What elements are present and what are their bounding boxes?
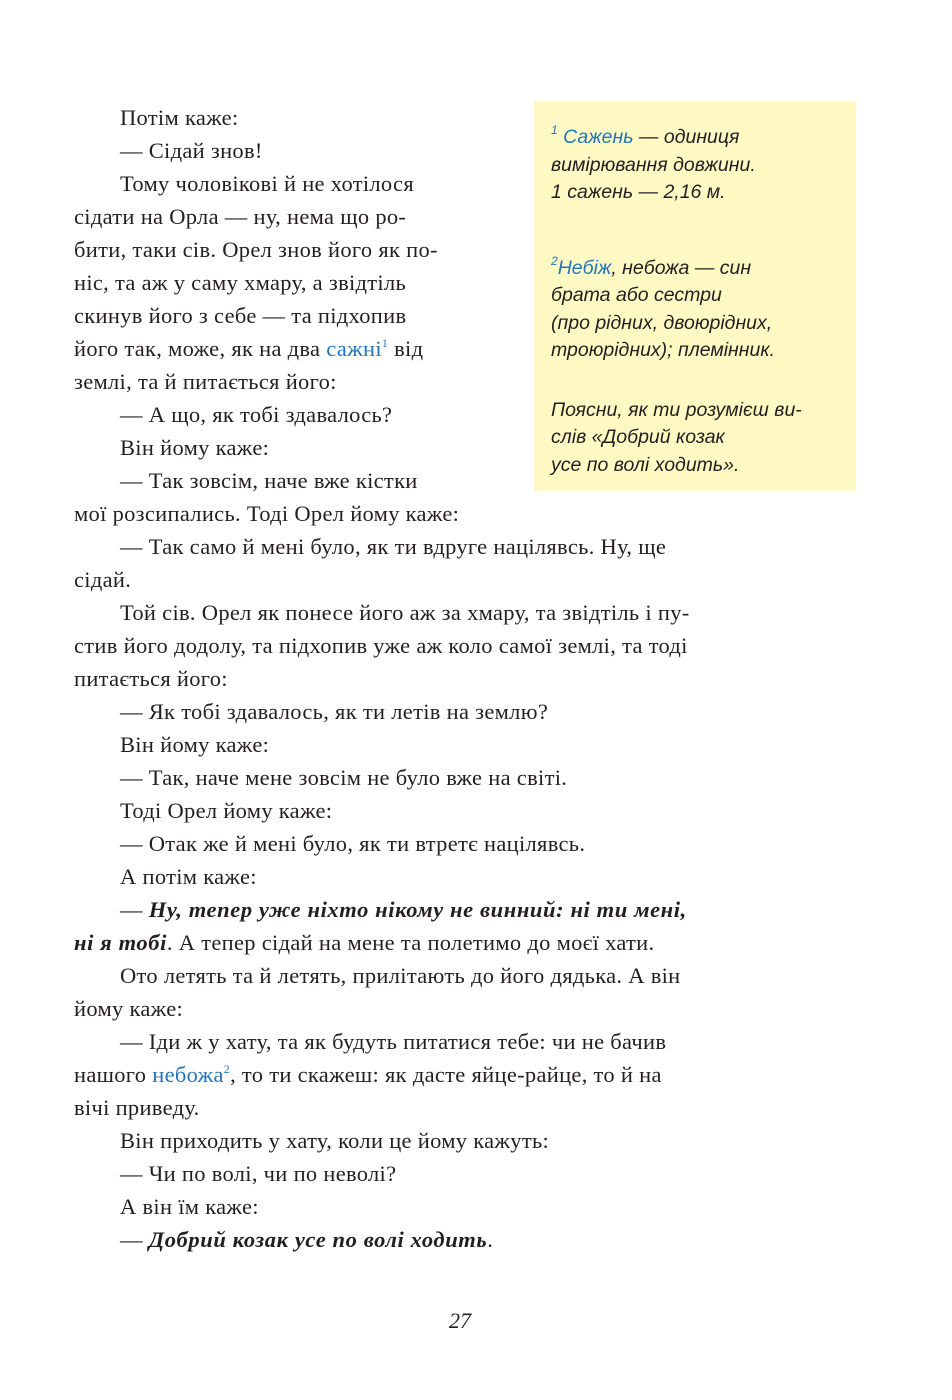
paragraph: Він йому каже: (120, 732, 270, 757)
paragraph-line: — Іди ж у хату, та як будуть питатися тебе: чи не бачив (120, 1029, 667, 1054)
paragraph: Він йому каже: (120, 435, 270, 460)
glossary-term-nebizh: небожа (152, 1062, 224, 1087)
story-text (74, 101, 849, 1256)
paragraph: А потім каже: (120, 864, 257, 889)
paragraph-line: йому каже: (74, 996, 184, 1021)
paragraph: Потім каже: (120, 105, 239, 130)
footnote-2-term: Небіж (557, 256, 612, 279)
paragraph-line: бити, таки сів. Орел знов його як по- (74, 237, 438, 262)
paragraph-line: — Так зовсім, наче вже кістки (120, 468, 418, 493)
footnote-1-line-2: вимірювання довжини. (551, 153, 756, 176)
paragraph-line: Тому чоловікові й не хотілося (120, 171, 414, 196)
footnote-1-line-1: $^1$ Сажень — одиниця (551, 123, 740, 148)
paragraph-line: — Ну, тепер уже ніхто нікому не винний: ні ти мені, (120, 897, 687, 922)
emphasized-phrase: ні я тобі (74, 930, 167, 955)
paragraph: — Отак же й мені було, як ти втретє націлявсь. (120, 831, 586, 856)
paragraph-line: питається його: (74, 666, 228, 691)
emphasized-phrase: Ну, тепер уже ніхто нікому не винний: ні ти мені, (148, 897, 687, 922)
paragraph-line: сідати на Орла — ну, нема що ро- (74, 204, 407, 229)
task-question-line-3: усе по волі ходить». (551, 453, 740, 476)
footnote-2-line-2: брата або сестри (551, 284, 722, 306)
paragraph: — Добрий козак усе по волі ходить. (120, 1227, 494, 1252)
paragraph-line: стив його додолу, та підхопив уже аж коло самої землі, та тоді (74, 633, 688, 658)
paragraph-line: нашого небожа$^2$, то ти скажеш: як дасте яйце-райце, то й на (74, 1062, 662, 1087)
footnote-1-term: Сажень (563, 126, 634, 148)
footnote-2-line-4: троюрідних); племінник. (551, 339, 775, 361)
paragraph-line: — Так само й мені було, як ти вдруге націлявсь. Ну, ще (120, 534, 667, 559)
footnote-1-line-3: 1 сажень — 2,16 м. (551, 181, 726, 203)
paragraph-line: Ото летять та й летять, прилітають до його дядька. А він (120, 963, 681, 988)
paragraph: — А що, як тобі здавалось? (120, 402, 393, 427)
task-question-line-2: слів «Добрий козак (551, 426, 725, 448)
page-number: 27 (449, 1308, 471, 1333)
paragraph-line: сідай. (74, 567, 132, 592)
paragraph: А він їм каже: (120, 1194, 259, 1219)
paragraph-line: скинув його з себе — та підхопив (74, 303, 407, 328)
footnote-2-line-3: (про рідних, двоюрідних, (551, 311, 773, 334)
paragraph: — Сідай знов! (120, 138, 263, 163)
paragraph-line: землі, та й питається його: (74, 369, 337, 394)
paragraph: — Так, наче мене зовсім не було вже на світі. (120, 765, 568, 790)
paragraph-line: ні я тобі. А тепер сідай на мене та полетимо до моєї хати. (74, 930, 655, 955)
paragraph-line: вічі приведу. (74, 1095, 200, 1120)
paragraph: Тоді Орел йому каже: (120, 798, 333, 823)
paragraph-line: ніс, та аж у саму хмару, а звідтіль (74, 270, 407, 295)
paragraph: — Чи по волі, чи по неволі? (120, 1161, 397, 1186)
footnote-ref-2: 2 (223, 1062, 231, 1076)
paragraph: Він приходить у хату, коли це йому кажуть: (120, 1128, 550, 1153)
footnote-ref-1: 1 (381, 336, 389, 350)
glossary-term-sazhen: сажні (326, 336, 382, 361)
paragraph-line: Той сів. Орел як понесе його аж за хмару, та звідтіль і пу- (120, 600, 690, 625)
paragraph-line: мої розсипались. Тоді Орел йому каже: (74, 501, 460, 526)
footnote-1-marker: 1 (551, 123, 558, 137)
paragraph: — Як тобі здавалось, як ти летів на землю? (120, 699, 549, 724)
paragraph-line: його так, може, як на два сажні$^1$ від (74, 336, 424, 361)
footnote-2-marker: 2 (551, 253, 558, 268)
footnote-2-line-1: $^2$Небіж, небожа — син (551, 253, 752, 279)
task-question-line-1: Поясни, як ти розумієш ви- (551, 398, 802, 421)
emphasized-phrase: Добрий козак усе по волі ходить (148, 1227, 488, 1252)
